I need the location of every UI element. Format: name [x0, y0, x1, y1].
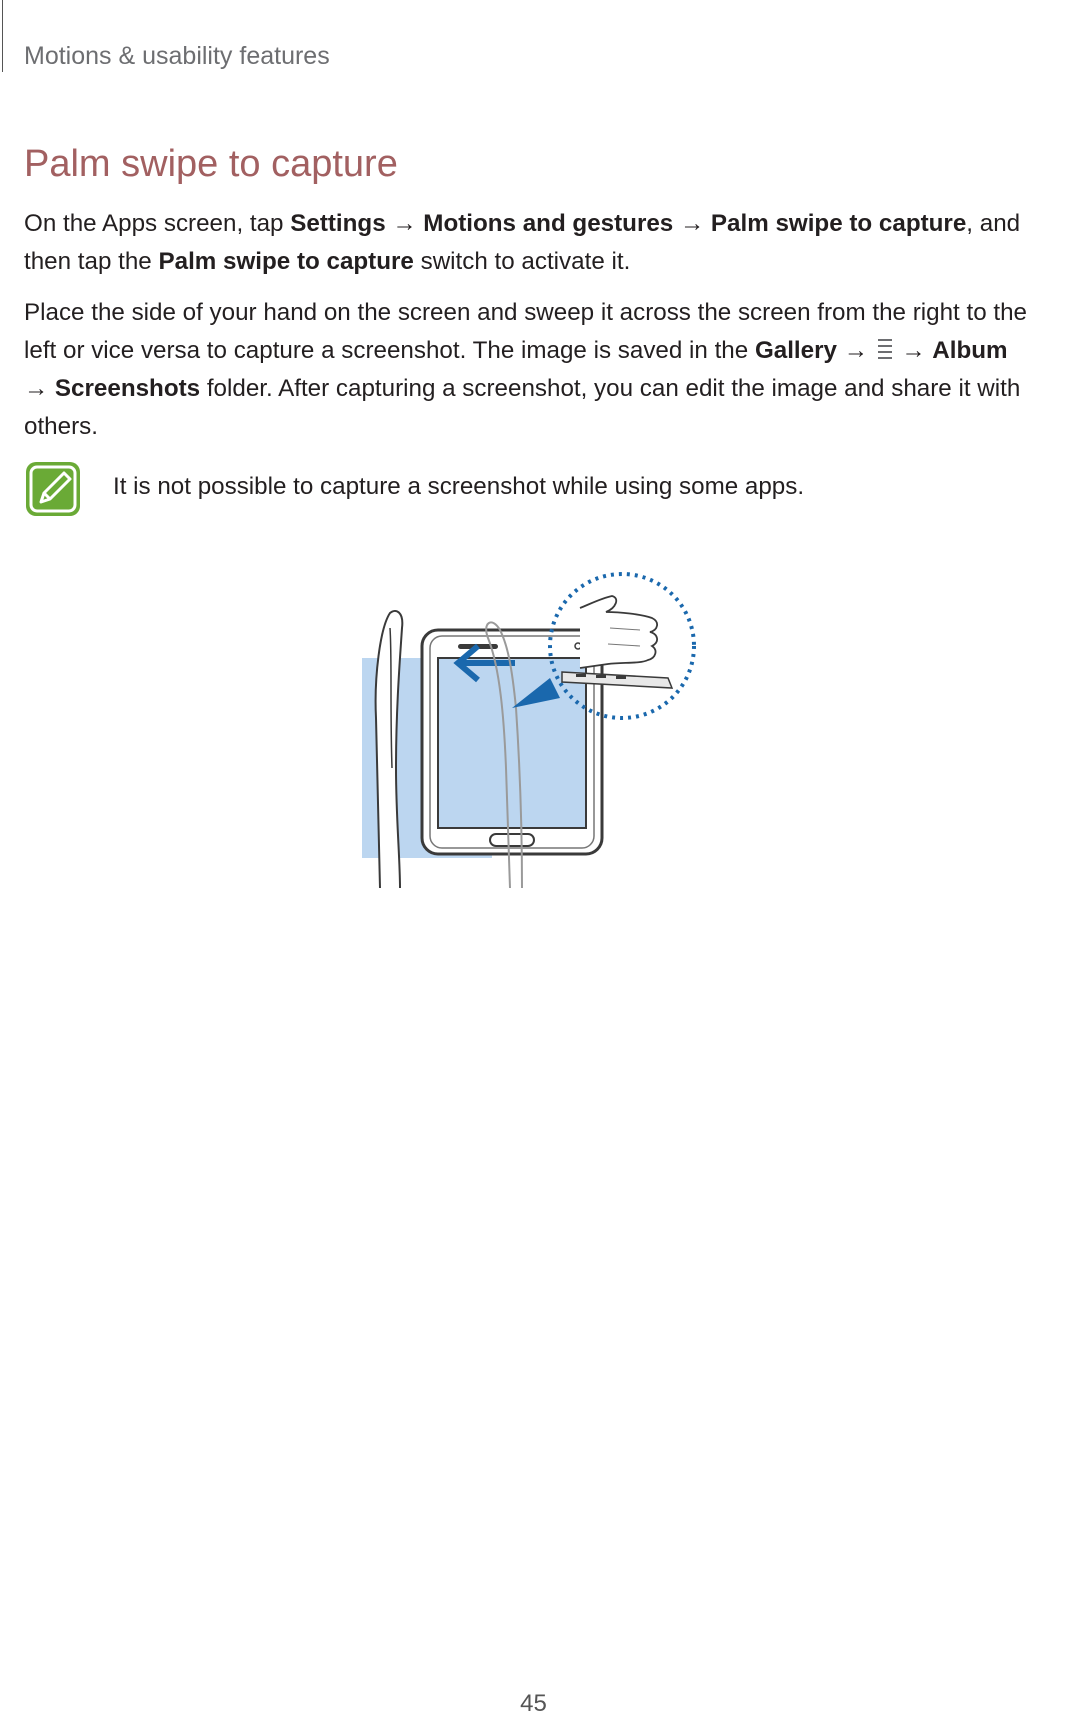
- instruction-paragraph: On the Apps screen, tap Settings → Motions and gestures → Palm swipe to capture, and then tap the Palm swipe to capture switch to activate it.: [24, 210, 1021, 275]
- page-number: 45: [520, 1690, 547, 1717]
- running-head: Motions & usability features: [24, 42, 330, 70]
- note-box: [24, 460, 1064, 520]
- screenshots-label: Screenshots: [54, 375, 201, 402]
- motions-gestures-label: Motions and gestures: [423, 210, 674, 237]
- note-pencil-icon: [24, 460, 82, 518]
- gallery-label: Gallery: [754, 337, 837, 364]
- description-paragraph: Place the side of your hand on the screen and sweep it across the screen from the right to the left or vice versa to capture a screenshot. The image is saved in the Gallery → → Album → Screenshots folder. After capturing a screenshot, you can edit the image and share it with others.: [24, 299, 1028, 440]
- album-label: Album: [932, 337, 1008, 364]
- palm-swipe-label: Palm swipe to capture: [710, 210, 967, 237]
- settings-label: Settings: [290, 210, 386, 237]
- palm-swipe-switch-label: Palm swipe to capture: [158, 248, 414, 275]
- palm-swipe-illustration: [350, 568, 740, 888]
- menu-icon: [877, 337, 893, 361]
- note-text: It is not possible to capture a screenshot while using some apps.: [113, 473, 805, 500]
- header-rule: [2, 0, 3, 72]
- section-title: Palm swipe to capture: [24, 143, 398, 185]
